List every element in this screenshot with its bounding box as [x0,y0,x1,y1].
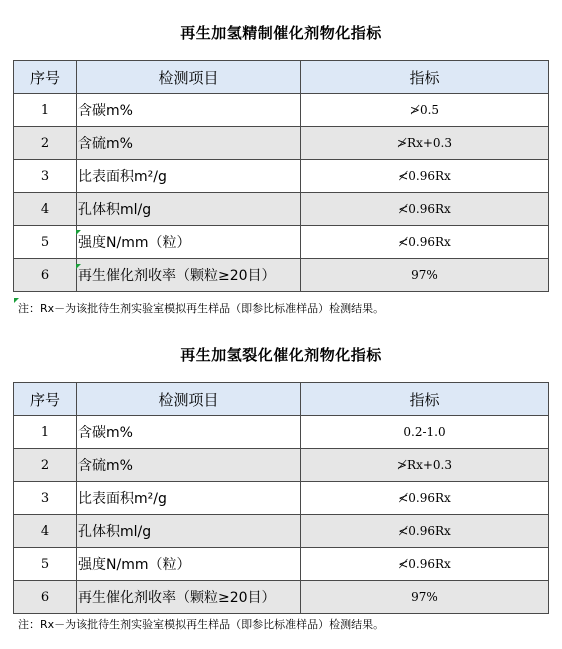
row-item: 含硫m% [77,449,301,482]
footnote: 注：Rx－为该批待生剂实验室模拟再生样品（即参比标准样品）检测结果。 [18,618,385,631]
row-item: 孔体积ml/g [77,515,301,548]
header-index: 指标 [301,61,549,94]
table-title: 再生加氢精制催化剂物化指标 [180,24,382,42]
row-item: 强度N/mm（粒） [77,226,301,259]
header-item: 检测项目 [77,383,301,416]
row-index: ≮0.96Rx [301,482,549,515]
row-index: 0.2-1.0 [301,416,549,449]
table-row [14,193,549,226]
cracking-catalyst-table [13,382,549,614]
table-header-row [14,61,549,94]
row-index: ≮0.96Rx [301,160,549,193]
table-row [14,226,549,259]
table-row [14,515,549,548]
row-index: 97% [301,581,549,614]
row-no: 5 [14,548,77,581]
row-no: 5 [14,226,77,259]
table-row [14,259,549,292]
cell-comment-marker [76,230,81,235]
row-item: 再生催化剂收率（颗粒≥20目） [77,259,301,292]
table-row [14,94,549,127]
row-no: 1 [14,94,77,127]
footnote: 注：Rx－为该批待生剂实验室模拟再生样品（即参比标准样品）检测结果。 [18,302,385,315]
row-index: 97% [301,259,549,292]
row-item: 孔体积ml/g [77,193,301,226]
row-index: ≯0.5 [301,94,549,127]
row-item: 含碳m% [77,416,301,449]
row-item: 比表面积m²/g [77,482,301,515]
row-index: ≯Rx+0.3 [301,127,549,160]
row-item: 再生催化剂收率（颗粒≥20目） [77,581,301,614]
table-row [14,581,549,614]
row-index: ≮0.96Rx [301,226,549,259]
row-index: ≮0.96Rx [301,515,549,548]
row-item: 含碳m% [77,94,301,127]
row-no: 4 [14,515,77,548]
row-index: ≯Rx+0.3 [301,449,549,482]
row-no: 4 [14,193,77,226]
row-index: ≮0.96Rx [301,193,549,226]
table-title: 再生加氢裂化催化剂物化指标 [180,346,382,364]
table-row [14,449,549,482]
row-no: 2 [14,127,77,160]
row-no: 3 [14,482,77,515]
row-no: 6 [14,259,77,292]
header-no: 序号 [14,61,77,94]
row-no: 6 [14,581,77,614]
table-row [14,416,549,449]
table-row [14,548,549,581]
cell-comment-marker [76,264,81,269]
header-index: 指标 [301,383,549,416]
header-item: 检测项目 [77,61,301,94]
row-item: 强度N/mm（粒） [77,548,301,581]
row-no: 1 [14,416,77,449]
refining-catalyst-table [13,60,549,292]
row-no: 3 [14,160,77,193]
row-item: 含硫m% [77,127,301,160]
table-row [14,160,549,193]
row-no: 2 [14,449,77,482]
row-index: ≮0.96Rx [301,548,549,581]
table-row [14,482,549,515]
table-header-row [14,383,549,416]
table-row [14,127,549,160]
row-item: 比表面积m²/g [77,160,301,193]
header-no: 序号 [14,383,77,416]
